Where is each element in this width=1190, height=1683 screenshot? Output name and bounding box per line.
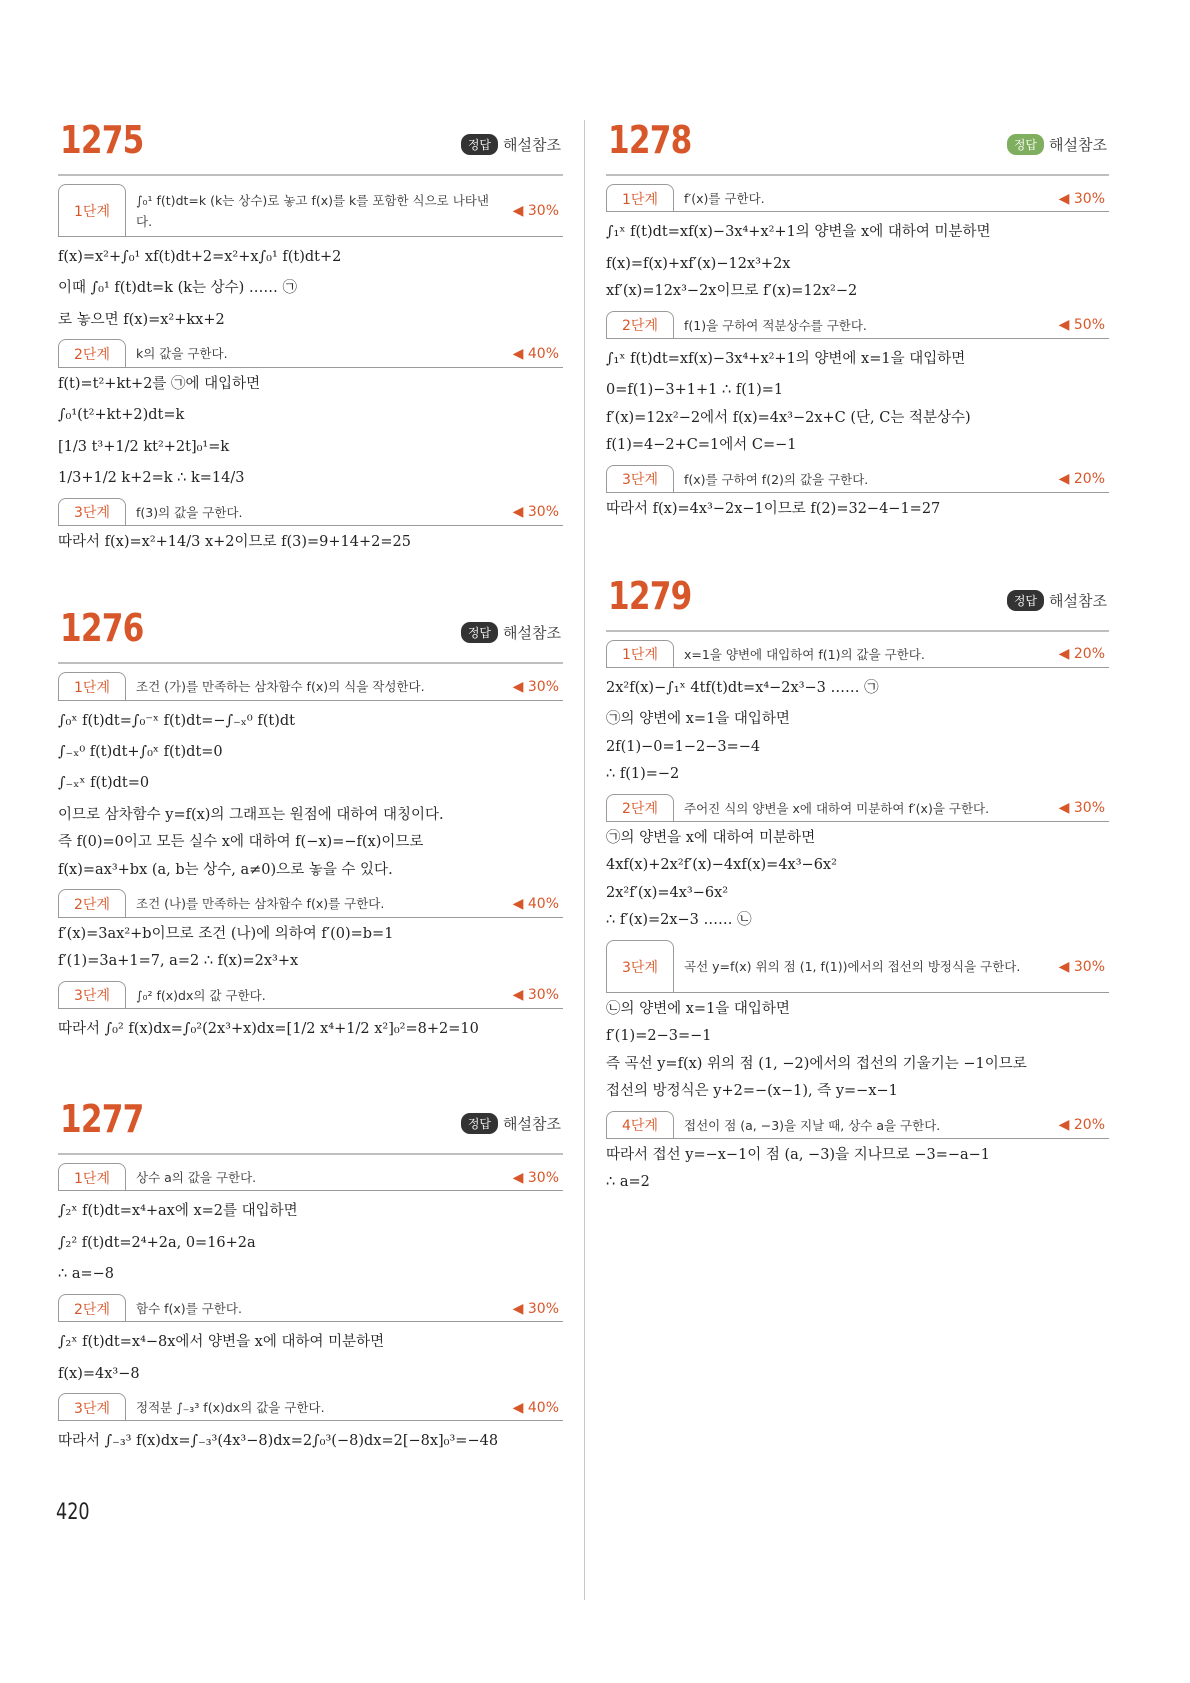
solution-line: 접선의 방정식은 y+2=−(x−1), 즉 y=−x−1 — [606, 1083, 898, 1100]
solution-line: 따라서 접선 y=−x−1이 점 (a, −3)을 지나므로 −3=−a−1 — [606, 1146, 991, 1163]
solution-line: ∴ f′(x)=2x−3 …… ㉡ — [606, 912, 752, 929]
step-header — [58, 498, 563, 526]
step-header — [606, 794, 1109, 822]
step-percentage: ◀ 40% — [512, 1399, 559, 1416]
left-column — [58, 118, 563, 1462]
step-header — [58, 981, 563, 1009]
solution-line: f′(1)=3a+1=7, a=2 ∴ f(x)=2x³+x — [58, 953, 299, 970]
step-tag: 3단계 — [606, 940, 674, 992]
step-tag: 1단계 — [58, 672, 126, 699]
step-header — [58, 184, 563, 237]
step-tag: 4단계 — [606, 1111, 674, 1138]
right-column — [606, 118, 1109, 1199]
problem-block — [606, 574, 1109, 1194]
step-percentage: ◀ 30% — [1058, 958, 1105, 975]
solution-line: xf′(x)=12x³−2x이므로 f′(x)=12x²−2 — [606, 283, 858, 300]
answer-badge: 정답 — [461, 1113, 498, 1134]
step-header — [58, 672, 563, 700]
problem-number: 1279 — [608, 573, 692, 618]
solution-line: ㉠의 양변에 x=1을 대입하면 — [606, 711, 790, 728]
solution-line: 로 놓으면 f(x)=x²+kx+2 — [58, 311, 225, 328]
step-description: 조건 (가)를 만족하는 삼차함수 f(x)의 식을 작성한다. — [136, 679, 425, 695]
solution-line: ∫₂ˣ f(t)dt=x⁴−8x에서 양변을 x에 대하여 미분하면 — [58, 1334, 385, 1351]
answer-reference — [1007, 590, 1107, 611]
step-description: f(3)의 값을 구한다. — [136, 504, 243, 520]
step-percentage: ◀ 30% — [512, 203, 559, 219]
step-header — [58, 1393, 563, 1421]
solution-line: ∫₂² f(t)dt=2⁴+2a, 0=16+2a — [58, 1234, 256, 1251]
step-header — [606, 184, 1109, 212]
answer-ref-text: 해설참조 — [1049, 136, 1107, 154]
step-description: f′(x)를 구한다. — [684, 191, 765, 206]
problem-number: 1278 — [608, 118, 692, 162]
step-tag: 2단계 — [58, 339, 126, 366]
step-description: f(1)을 구하여 적분상수를 구한다. — [684, 317, 867, 333]
step-tag: 1단계 — [606, 640, 674, 667]
answer-ref-text: 해설참조 — [503, 624, 561, 643]
problem-gap — [58, 1049, 563, 1097]
step-percentage: ◀ 20% — [1058, 646, 1105, 663]
solution-line: f′(1)=2−3=−1 — [606, 1028, 712, 1045]
solution-line: [1/3 t³+1/2 kt²+2t]₀¹=k — [58, 438, 230, 455]
solution-line: f(t)=t²+kt+2를 ㉠에 대입하면 — [58, 375, 261, 392]
step-percentage: ◀ 30% — [512, 1169, 559, 1186]
step-tag: 2단계 — [606, 311, 674, 338]
solution-line: 1/3+1/2 k+2=k ∴ k=14/3 — [58, 470, 245, 487]
answer-reference — [461, 1113, 561, 1134]
solution-line: f′(x)=3ax²+b이므로 조건 (나)에 의하여 f′(0)=b=1 — [58, 925, 394, 942]
step-header — [606, 1111, 1109, 1139]
step-tag: 2단계 — [58, 889, 126, 916]
problem-number: 1276 — [60, 606, 144, 651]
solution-line: ∫₀¹(t²+kt+2)dt=k — [58, 407, 185, 424]
problem-gap — [58, 558, 563, 606]
answer-reference — [461, 622, 561, 643]
step-percentage: ◀ 30% — [1058, 800, 1105, 817]
problem-header — [606, 118, 1109, 176]
step-header — [606, 465, 1109, 493]
solution-line: ∴ a=2 — [606, 1174, 650, 1191]
step-tag: 1단계 — [58, 1163, 126, 1190]
step-percentage: ◀ 30% — [512, 678, 559, 695]
solution-line: 따라서 ∫₋₃³ f(x)dx=∫₋₃³(4x³−8)dx=2∫₀³(−8)dx=2[−8x]₀³=−48 — [58, 1433, 499, 1450]
step-tag: 3단계 — [58, 498, 126, 525]
solution-line: ∴ a=−8 — [58, 1266, 115, 1283]
problem-block — [58, 606, 563, 1040]
step-tag: 2단계 — [58, 1294, 126, 1321]
problem-gap — [606, 526, 1109, 574]
step-description: 함수 f(x)를 구한다. — [136, 1300, 242, 1316]
solution-line: ∫₁ˣ f(t)dt=xf(x)−3x⁴+x²+1의 양변에 x=1을 대입하면 — [606, 350, 966, 367]
step-percentage: ◀ 20% — [1058, 471, 1105, 488]
solution-line: 0=f(1)−3+1+1 ∴ f(1)=1 — [606, 382, 784, 399]
solution-line: ∫₋ₓ⁰ f(t)dt+∫₀ˣ f(t)dt=0 — [58, 743, 223, 760]
step-header — [58, 889, 563, 917]
step-tag: 3단계 — [58, 981, 126, 1008]
step-percentage: ◀ 30% — [512, 987, 559, 1004]
step-header — [58, 1163, 563, 1191]
step-description: 상수 a의 값을 구한다. — [136, 1170, 257, 1186]
step-description: x=1을 양변에 대입하여 f(1)의 값을 구한다. — [684, 646, 925, 662]
step-description: 곡선 y=f(x) 위의 점 (1, f(1))에서의 접선의 방정식을 구한다. — [684, 959, 1021, 975]
step-tag: 2단계 — [606, 794, 674, 821]
step-tag: 1단계 — [606, 184, 674, 211]
problem-block — [606, 118, 1109, 521]
step-percentage: ◀ 40% — [512, 895, 559, 912]
problem-number: 1277 — [60, 1097, 144, 1142]
solution-line: 이므로 삼차함수 y=f(x)의 그래프는 원점에 대하여 대칭이다. — [58, 806, 444, 823]
solution-line: ∫₁ˣ f(t)dt=xf(x)−3x⁴+x²+1의 양변을 x에 대하여 미분하면 — [606, 224, 991, 241]
step-percentage: ◀ 50% — [1058, 317, 1105, 334]
step-description: ∫₀¹ f(t)dt=k (k는 상수)로 놓고 f(x)를 k를 포함한 식으로 나타낸다. — [136, 192, 489, 229]
page-number: 420 — [56, 1500, 90, 1525]
solution-line: 2x²f′(x)=4x³−6x² — [606, 884, 729, 901]
answer-ref-text: 해설참조 — [503, 1115, 561, 1134]
solution-line: ∫₀ˣ f(t)dt=∫₀⁻ˣ f(t)dt=−∫₋ₓ⁰ f(t)dt — [58, 712, 295, 729]
answer-ref-text: 해설참조 — [503, 136, 561, 154]
step-header — [58, 1294, 563, 1322]
solution-line: 2x²f(x)−∫₁ˣ 4tf(t)dt=x⁴−2x³−3 …… ㉠ — [606, 679, 879, 696]
answer-reference — [461, 134, 561, 155]
step-description: 접선이 점 (a, −3)을 지날 때, 상수 a을 구한다. — [684, 1117, 941, 1133]
problem-block — [58, 1097, 563, 1453]
solution-line: ∫₂ˣ f(t)dt=x⁴+ax에 x=2를 대입하면 — [58, 1203, 298, 1220]
problem-block — [58, 118, 563, 553]
step-percentage: ◀ 20% — [1058, 1117, 1105, 1134]
step-tag: 3단계 — [58, 1393, 126, 1420]
step-description: f(x)를 구하여 f(2)의 값을 구한다. — [684, 471, 869, 487]
problem-number: 1275 — [60, 118, 144, 162]
answer-ref-text: 해설참조 — [1049, 591, 1107, 610]
answer-badge: 정답 — [461, 134, 498, 155]
solution-line: f(x)=f(x)+xf′(x)−12x³+2x — [606, 255, 791, 272]
step-header — [58, 339, 563, 367]
step-description: 조건 (나)를 만족하는 삼차함수 f(x)를 구한다. — [136, 896, 385, 912]
solution-line: f(x)=x²+∫₀¹ xf(t)dt+2=x²+x∫₀¹ f(t)dt+2 — [58, 249, 342, 265]
step-percentage: ◀ 30% — [512, 1300, 559, 1317]
solution-line: 2f(1)−0=1−2−3=−4 — [606, 738, 761, 755]
solution-line: 즉 f(0)=0이고 모든 실수 x에 대하여 f(−x)=−f(x)이므로 — [58, 834, 424, 851]
step-percentage: ◀ 30% — [512, 504, 559, 521]
solution-line: ㉠의 양변을 x에 대하여 미분하면 — [606, 829, 816, 846]
answer-reference — [1007, 134, 1107, 155]
solution-line: 따라서 ∫₀² f(x)dx=∫₀²(2x³+x)dx=[1/2 x⁴+1/2 x²]₀²=8+2=10 — [58, 1020, 479, 1037]
solution-line: f(x)=ax³+bx (a, b는 상수, a≠0)으로 놓을 수 있다. — [58, 861, 393, 878]
solution-line: ㉡의 양변에 x=1을 대입하면 — [606, 1000, 790, 1017]
solution-line: ∴ f(1)=−2 — [606, 766, 680, 783]
step-header — [606, 640, 1109, 668]
problem-header — [58, 118, 563, 176]
step-percentage: ◀ 30% — [1058, 190, 1105, 207]
problem-header — [606, 574, 1109, 632]
step-description: 주어진 식의 양변을 x에 대하여 미분하여 f′(x)을 구한다. — [684, 800, 990, 816]
problem-header — [58, 606, 563, 664]
solution-line: 이때 ∫₀¹ f(t)dt=k (k는 상수) …… ㉠ — [58, 280, 298, 297]
solution-line: f(x)=4x³−8 — [58, 1365, 140, 1382]
step-percentage: ◀ 40% — [512, 346, 559, 363]
step-description: ∫₀² f(x)dx의 값 구한다. — [136, 987, 266, 1003]
answer-badge: 정답 — [1007, 134, 1044, 155]
step-description: 정적분 ∫₋₃³ f(x)dx의 값을 구한다. — [136, 1400, 325, 1416]
column-divider — [584, 120, 585, 1600]
solution-line: f′(x)=12x²−2에서 f(x)=4x³−2x+C (단, C는 적분상수) — [606, 409, 971, 426]
step-header — [606, 311, 1109, 339]
step-description: k의 값을 구한다. — [136, 346, 228, 362]
answer-badge: 정답 — [1007, 590, 1044, 611]
solution-line: ∫₋ₓˣ f(t)dt=0 — [58, 775, 150, 792]
solution-line: 즉 곡선 y=f(x) 위의 점 (1, −2)에서의 접선의 기울기는 −1이므로 — [606, 1055, 1027, 1072]
step-header — [606, 940, 1109, 993]
solution-line: 4xf(x)+2x²f′(x)−4xf(x)=4x³−6x² — [606, 857, 837, 874]
solution-line: f(1)=4−2+C=1에서 C=−1 — [606, 437, 797, 454]
solution-line: 따라서 f(x)=x²+14/3 x+2이므로 f(3)=9+14+2=25 — [58, 533, 411, 550]
step-tag: 1단계 — [58, 184, 126, 236]
problem-header — [58, 1097, 563, 1155]
answer-badge: 정답 — [461, 622, 498, 643]
solution-line: 따라서 f(x)=4x³−2x−1이므로 f(2)=32−4−1=27 — [606, 501, 941, 518]
step-tag: 3단계 — [606, 465, 674, 492]
